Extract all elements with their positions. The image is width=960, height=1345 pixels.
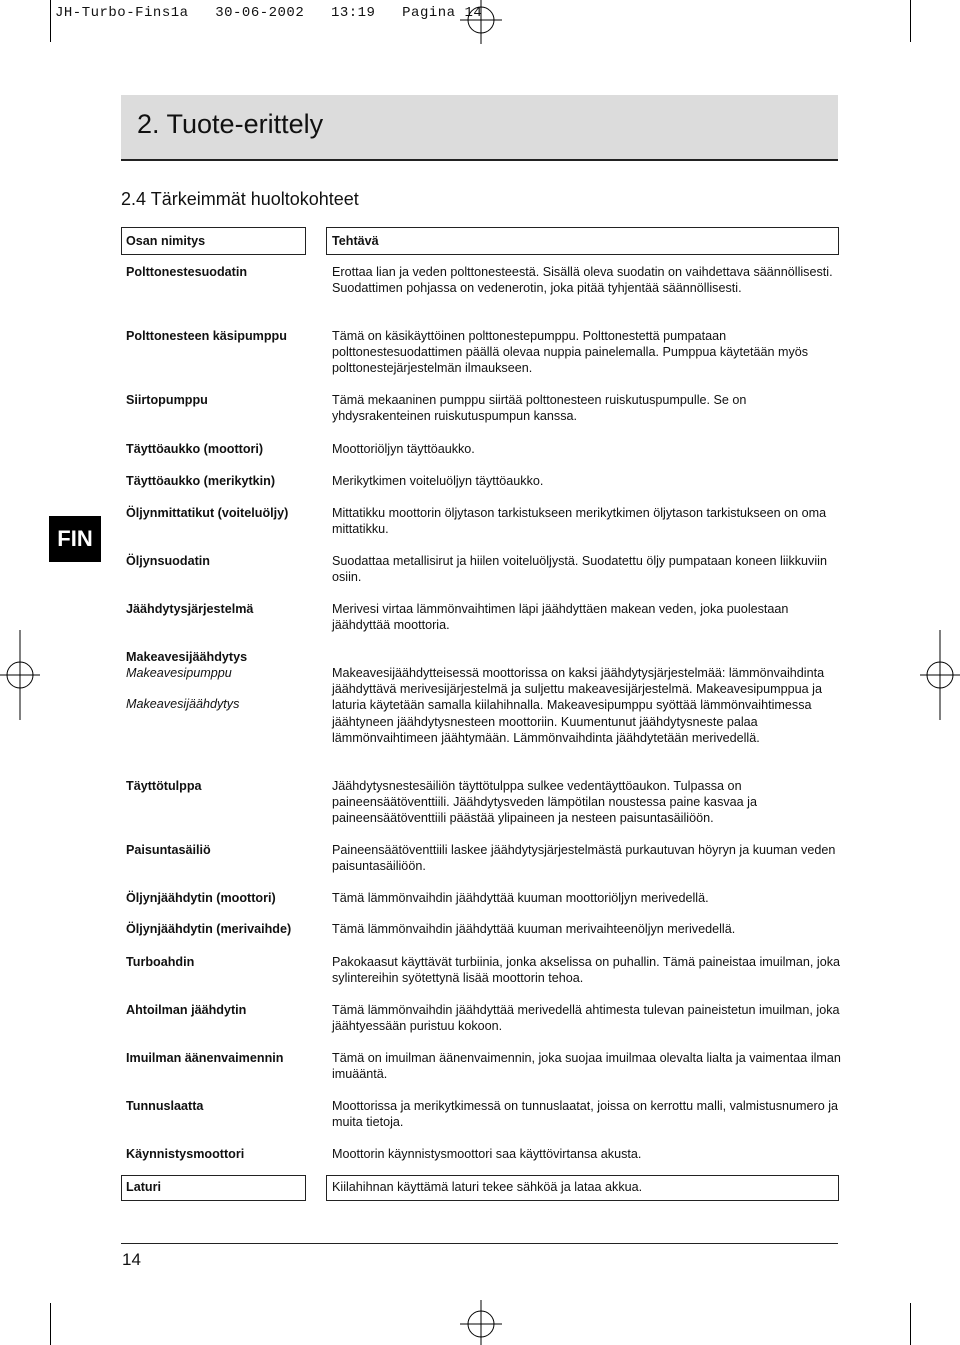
- page-title: 2. Tuote-erittely: [137, 109, 324, 139]
- part-task: Tämä lämmönvaihdin jäähdyttää kuuman moottoriöljyn merivedellä.: [332, 891, 709, 905]
- part-task: Tämä mekaaninen pumppu siirtää polttonesteen ruiskutuspumpulle. Se on yhdysrakenteinen ruiskutuspumpun kanssa.: [332, 393, 747, 424]
- part-name: Öljynmittatikut (voiteluöljy): [126, 506, 289, 520]
- part-name: Ahtoilman jäähdytin: [126, 1003, 247, 1017]
- page-number: 14: [122, 1250, 141, 1269]
- part-name: Täyttöaukko (merikytkin): [126, 474, 276, 488]
- part-task: Paineensäätöventtiili laskee jäähdytysjärjestelmästä purkautuvan höyryn ja kuuman veden paisuntasäiliöön.: [332, 843, 836, 874]
- part-task: Tämä lämmönvaihdin jäähdyttää kuuman merivaihteenöljyn merivedellä.: [332, 922, 736, 936]
- crop-mark: [910, 0, 911, 42]
- print-header: JH-Turbo-Fins1a 30-06-2002 13:19 Pagina 14: [55, 5, 483, 21]
- part-name: Tunnuslaatta: [126, 1099, 204, 1113]
- crop-mark: [50, 1303, 51, 1345]
- part-task: Erottaa lian ja veden polttonesteestä. Sisällä oleva suodatin on vaihdettava säännöllisesti. Suodattimen pohjassa on vedenerotin, joka pitää tyhjentää säännöllisesti.: [332, 265, 833, 296]
- part-name: Makeavesijäähdytys: [126, 650, 248, 664]
- column-header-task: Tehtävä: [332, 234, 379, 248]
- part-name: Öljynjäähdytin (merivaihde): [126, 922, 292, 936]
- part-name: Laturi: [126, 1180, 161, 1194]
- part-name: Täyttötulppa: [126, 779, 202, 793]
- part-name: Imuilman äänenvaimennin: [126, 1051, 284, 1065]
- part-task: Moottorissa ja merikytkimessä on tunnuslaatat, joissa on kerrottu malli, valmistusnumero ja muita tietoja.: [332, 1099, 839, 1130]
- part-task: Moottorin käynnistysmoottori saa käyttövirtansa akusta.: [332, 1147, 642, 1161]
- footer-rule: [121, 1243, 838, 1244]
- part-name: Öljynsuodatin: [126, 554, 210, 568]
- part-name: Käynnistysmoottori: [126, 1147, 245, 1161]
- part-task: Tämä on käsikäyttöinen polttonestepumppu. Polttonestettä pumpataan polttonestesuodattimen päällä olevaa nuppia painelemalla. Pumppua käytetään myös polttonestejärjestelmän ilmaukseen.: [332, 329, 809, 376]
- part-task: Jäähdytysnestesäiliön täyttötulppa sulkee vedentäyttöaukon. Tulpassa on paineensäätöventtiili. Jäähdytysveden lämpötilan noustessa paine kasvaa ja paineensäätöventtiili päästää ylipaineen ja nesteen paisuntasäiliöön.: [332, 779, 757, 826]
- part-task: Tämä on imuilman äänenvaimennin, joka suojaa imuilmaa olevalta lialta ja vaimentaa ilman imuääntä.: [332, 1051, 841, 1082]
- part-task: Kiilahihnan käyttämä laturi tekee sähköä ja lataa akkua.: [332, 1180, 643, 1194]
- part-subname: Makeavesipumppu: [126, 666, 232, 680]
- part-task: Merikytkimen voiteluöljyn täyttöaukko.: [332, 474, 544, 488]
- part-task: Makeavesijäähdytteisessä moottorissa on kaksi jäähdytysjärjestelmää: lämmönvaihdinta jäähdyttävä merivesijärjestelmä ja suljettu makeavesijärjestelmä. Makeavesipumppua ja laturia käytetään samalla kiilahihnalla. Makeavesipumppu syöttää lämmönvaihtimessa jäähtyneen jäähdytysnesteen moottoriin. Kuumentunut jäähdytysneste palaa lämmönvaihtimeen jäähtymään. Lämmönvaihdinta jäähdytetään merivedellä.: [332, 666, 825, 745]
- part-name: Öljynjäähdytin (moottori): [126, 891, 276, 905]
- language-tab: FIN: [49, 516, 101, 562]
- part-task: Moottoriöljyn täyttöaukko.: [332, 442, 475, 456]
- part-name-group: [126, 649, 316, 712]
- registration-mark-icon: [458, 0, 504, 46]
- crop-mark: [910, 1303, 911, 1345]
- part-name: Paisuntasäiliö: [126, 843, 211, 857]
- part-name: Turboahdin: [126, 955, 195, 969]
- part-task: Merivesi virtaa lämmönvaihtimen läpi jäähdyttäen makean veden, joka puolestaan jäähdyttää moottoria.: [332, 602, 789, 633]
- part-task: Suodattaa metallisirut ja hiilen voiteluöljystä. Suodatettu öljy pumpataan koneen liikkuviin osiin.: [332, 554, 827, 585]
- registration-mark-icon: [458, 1300, 504, 1345]
- part-name: Polttonesteen käsipumppu: [126, 329, 287, 343]
- part-name: Jäähdytysjärjestelmä: [126, 602, 254, 616]
- part-name: Siirtopumppu: [126, 393, 208, 407]
- part-task: Pakokaasut käyttävät turbiinia, jonka akselissa on puhallin. Tämä paineistaa imuilman, joka sylintereihin syötettynä lisää moottorin tehoa.: [332, 955, 840, 986]
- registration-mark-icon: [918, 630, 960, 720]
- registration-mark-icon: [0, 630, 42, 720]
- title-bar: [121, 95, 838, 161]
- part-name: Täyttöaukko (moottori): [126, 442, 264, 456]
- part-name: Polttonestesuodatin: [126, 265, 248, 279]
- part-task: Mittatikku moottorin öljytason tarkistukseen merikytkimen öljytason tarkistukseen on oma mittatikku.: [332, 506, 827, 537]
- crop-mark: [50, 0, 51, 42]
- part-task: Tämä lämmönvaihdin jäähdyttää merivedellä ahtimesta tulevan paineistetun imuilman, joka jäähtyessään puristuu kokoon.: [332, 1003, 840, 1034]
- part-subname: Makeavesijäähdytys: [126, 697, 240, 711]
- column-header-name: Osan nimitys: [126, 234, 206, 248]
- section-title: 2.4 Tärkeimmät huoltokohteet: [121, 189, 359, 209]
